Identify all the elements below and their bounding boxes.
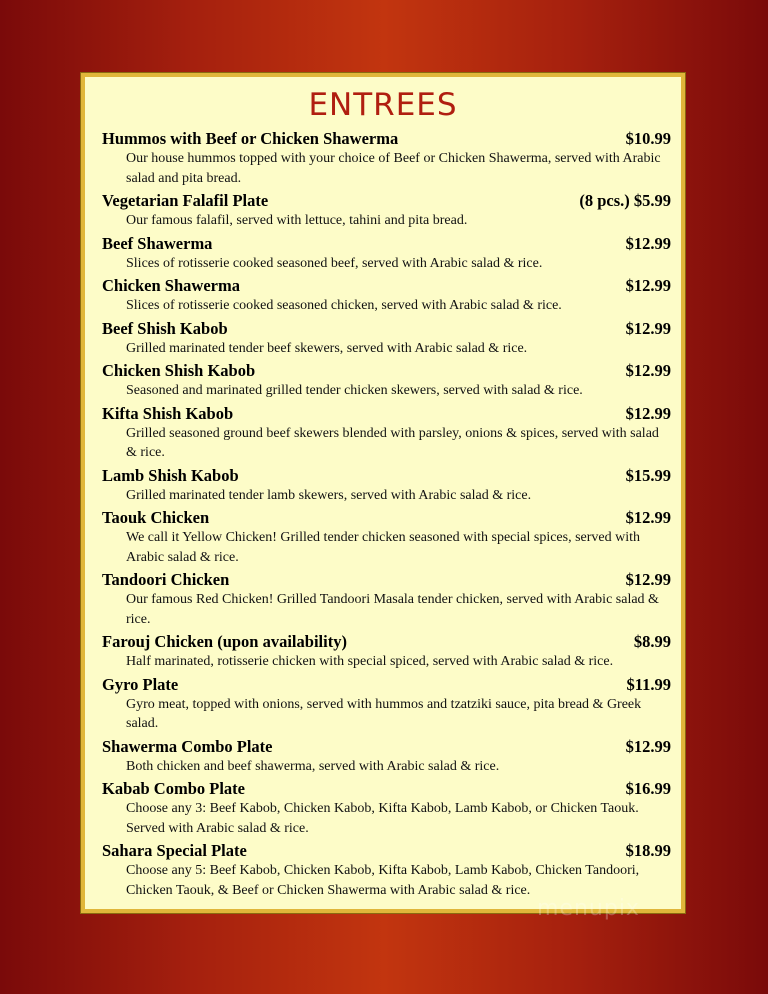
menu-item	[102, 403, 671, 463]
item-name: Gyro Plate	[102, 674, 179, 694]
menu-item	[102, 674, 671, 734]
menu-item	[102, 128, 671, 188]
menu-item	[102, 318, 671, 359]
menu-item	[102, 190, 671, 231]
item-description: Choose any 3: Beef Kabob, Chicken Kabob, Kifta Kabob, Lamb Kabob, or Chicken Taouk. Served with Arabic salad & rice.	[126, 801, 639, 836]
item-price: $8.99	[633, 632, 671, 651]
item-name: Vegetarian Falafil Plate	[102, 191, 269, 210]
item-description: Our house hummos topped with your choice of Beef or Chicken Shawerma, served with Arabic salad and pita bread.	[126, 151, 661, 186]
item-price: $12.99	[625, 361, 671, 380]
item-name: Beef Shawerma	[102, 233, 213, 253]
item-description: We call it Yellow Chicken! Grilled tender chicken seasoned with special spices, served with Arabic salad & rice.	[126, 530, 641, 565]
item-description: Choose any 5: Beef Kabob, Chicken Kabob, Kifta Kabob, Lamb Kabob, Chicken Tandoori, Chicken Taouk, & Beef or Chicken Shawerma with Arabic salad & rice.	[126, 863, 640, 898]
item-price: (8 pcs.) $5.99	[579, 191, 671, 210]
menu-item	[102, 840, 671, 900]
page-title: ENTREES	[308, 87, 458, 123]
menu-card	[81, 73, 685, 913]
item-price: $16.99	[625, 779, 671, 798]
item-name: Farouj Chicken (upon availability)	[102, 632, 347, 651]
item-description: Both chicken and beef shawerma, served with Arabic salad & rice.	[126, 758, 500, 774]
item-price: $10.99	[625, 129, 671, 148]
item-price: $12.99	[625, 508, 671, 527]
menu-item	[102, 631, 671, 672]
menu-item	[102, 736, 671, 777]
item-description: Our famous Red Chicken! Grilled Tandoori Masala tender chicken, served with Arabic salad & rice.	[126, 592, 659, 627]
item-name: Lamb Shish Kabob	[102, 465, 239, 485]
item-price: $12.99	[625, 570, 671, 589]
item-name: Beef Shish Kabob	[102, 318, 228, 338]
item-name: Chicken Shawerma	[102, 276, 240, 295]
item-price: $12.99	[625, 233, 671, 253]
item-name: Taouk Chicken	[102, 508, 210, 527]
menu-item	[102, 569, 671, 629]
item-description: Grilled seasoned ground beef skewers blended with parsley, onions & spices, served with salad & rice.	[126, 425, 659, 460]
menu-item	[102, 778, 671, 838]
item-name: Chicken Shish Kabob	[102, 361, 256, 380]
watermark-logo: menupix	[537, 896, 640, 921]
item-price: $12.99	[625, 736, 671, 756]
item-description: Grilled marinated tender lamb skewers, served with Arabic salad & rice.	[126, 487, 532, 503]
item-name: Kifta Shish Kabob	[102, 403, 234, 423]
menu-item	[102, 360, 671, 401]
item-name: Shawerma Combo Plate	[102, 736, 273, 756]
item-description: Half marinated, rotisserie chicken with special spiced, served with Arabic salad & rice.	[126, 654, 614, 669]
item-price: $12.99	[625, 318, 671, 338]
item-description: Gyro meat, topped with onions, served with hummos and tzatziki sauce, pita bread & Greek salad.	[126, 696, 642, 731]
item-description: Our famous falafil, served with lettuce, tahini and pita bread.	[126, 213, 468, 228]
item-description: Grilled marinated tender beef skewers, served with Arabic salad & rice.	[126, 340, 528, 356]
item-name: Sahara Special Plate	[102, 841, 247, 860]
item-price: $18.99	[625, 841, 671, 860]
item-price: $15.99	[625, 465, 671, 485]
menu-item	[102, 465, 671, 506]
item-description: Slices of rotisserie cooked seasoned chicken, served with Arabic salad & rice.	[126, 298, 562, 313]
menu-item	[102, 275, 671, 316]
item-price: $12.99	[625, 276, 671, 295]
item-name: Tandoori Chicken	[102, 570, 230, 589]
item-name: Hummos with Beef or Chicken Shawerma	[102, 129, 399, 148]
item-name: Kabab Combo Plate	[102, 779, 246, 798]
item-price: $12.99	[625, 403, 671, 423]
item-description: Seasoned and marinated grilled tender chicken skewers, served with salad & rice.	[126, 383, 583, 398]
item-price: $11.99	[626, 674, 671, 694]
item-description: Slices of rotisserie cooked seasoned beef, served with Arabic salad & rice.	[126, 255, 543, 271]
menu-items-list	[85, 128, 681, 900]
menu-item	[102, 233, 671, 274]
menu-item	[102, 507, 671, 567]
